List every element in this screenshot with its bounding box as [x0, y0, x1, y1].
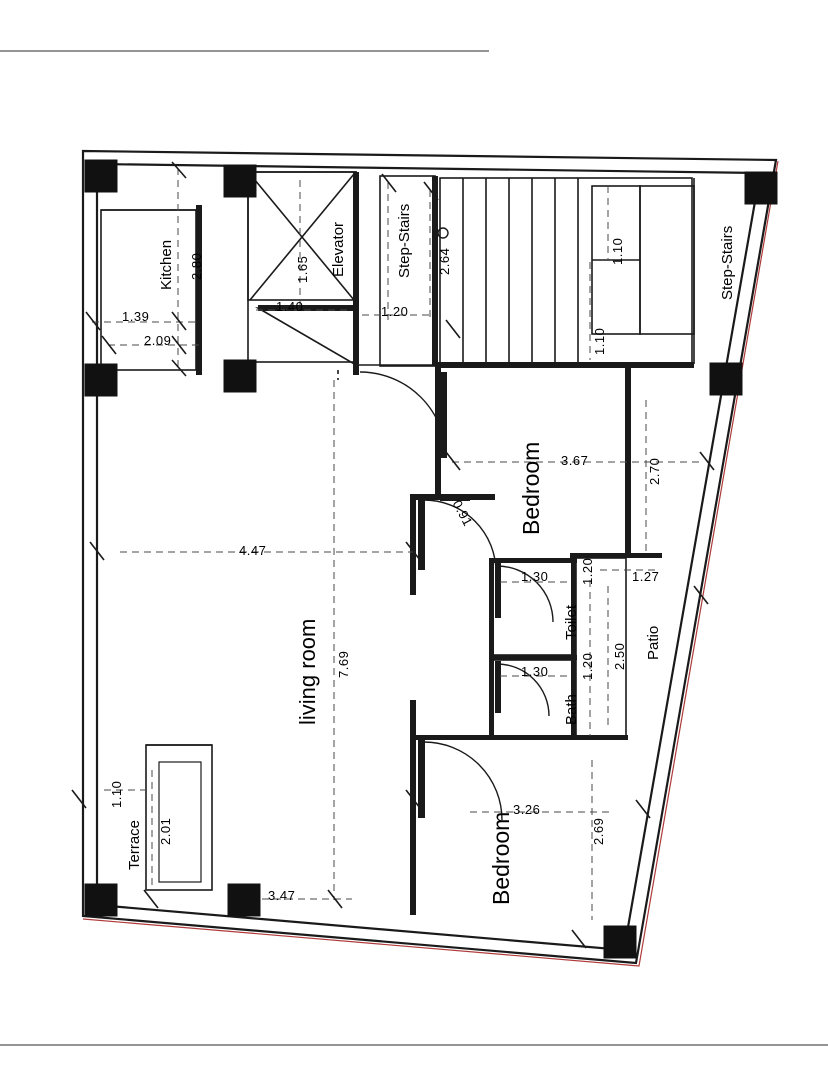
dimension-bedroom-1-d: 2.70 — [647, 457, 662, 485]
dimension-living-room-w: 4.47 — [239, 543, 267, 558]
dimension-toilet-w: 1.30 — [521, 569, 549, 584]
dimension-bedroom-1-w: 3.67 — [561, 453, 589, 468]
dimension-terrace-d: 2.01 — [158, 817, 173, 845]
room-label-step-stairs-2: Step-Stairs — [719, 225, 736, 300]
dimension-lines — [92, 168, 700, 920]
dimension-living-room-b: 3.47 — [268, 888, 296, 903]
dimension-bath-d: 1.20 — [580, 652, 595, 680]
room-label-patio: Patio — [645, 625, 662, 660]
site-boundary — [83, 161, 778, 966]
dimension-kitchen-depth: 2.80 — [189, 252, 204, 280]
building-outline — [83, 151, 776, 963]
dimension-kitchen-w2: 2.09 — [144, 333, 172, 348]
dimension-elevator-w: 1.65 — [295, 255, 310, 283]
dimension-elevator-d: 1.40 — [276, 299, 304, 314]
room-label-elevator: Elevator — [330, 221, 347, 277]
dimension-stairs-1-l: 2.64 — [437, 247, 452, 275]
dimension-door-opening: 0.91 — [449, 497, 476, 529]
interior-walls — [101, 172, 694, 915]
dimension-patio-w: 1.27 — [632, 569, 660, 584]
dimension-kitchen-w1: 1.39 — [122, 309, 150, 324]
room-label-terrace: Terrace — [126, 819, 143, 870]
dimension-toilet-d: 1.20 — [580, 557, 595, 585]
dimension-stairs-2-run2: 1.10 — [592, 327, 607, 355]
dimension-bedroom-2-d: 2.69 — [591, 817, 606, 845]
room-label-step-stairs-1: Step-Stairs — [396, 203, 413, 278]
room-label-toilet: Toilet — [563, 604, 580, 640]
room-label-bedroom-1: Bedroom — [518, 441, 544, 535]
dimension-patio-d: 2.50 — [612, 642, 627, 670]
dimension-bath-w: 1.30 — [521, 664, 549, 679]
room-label-living-room: living room — [295, 618, 320, 725]
room-label-kitchen: Kitchen — [158, 239, 175, 290]
dimension-stairs-1-w: 1.20 — [381, 304, 409, 319]
room-label-bath: Bath — [563, 694, 580, 725]
room-label-bedroom-2: Bedroom — [488, 811, 514, 905]
dimension-stairs-2-run1: 1.10 — [610, 237, 625, 265]
dimension-terrace-w: 1.10 — [109, 780, 124, 808]
dimension-bedroom-2-w: 3.26 — [513, 802, 541, 817]
dimension-living-room-l: 7.69 — [336, 650, 351, 678]
